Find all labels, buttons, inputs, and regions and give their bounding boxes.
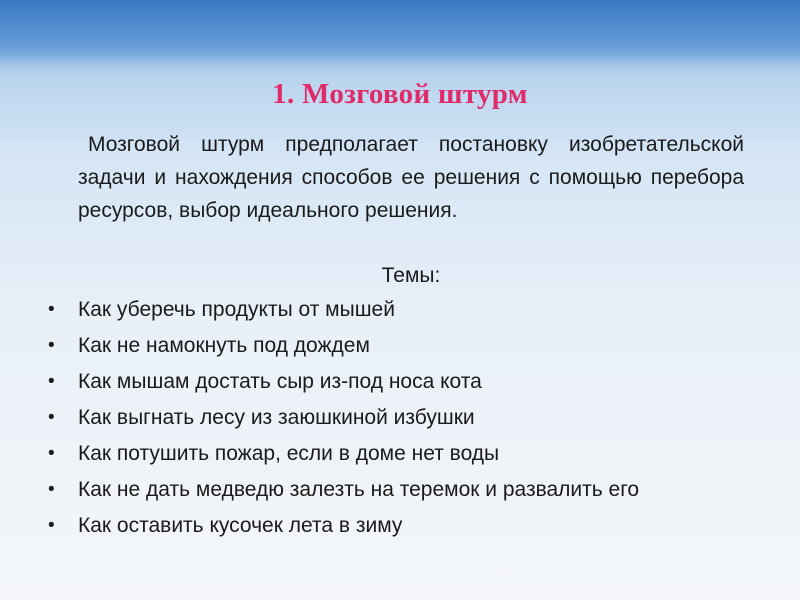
bullet-icon: • — [48, 407, 55, 428]
list-item — [0, 297, 754, 322]
bullet-icon: • — [48, 479, 55, 500]
list-item — [0, 513, 754, 538]
bullet-icon: • — [48, 335, 55, 356]
slide-title: 1. Мозговой штурм — [272, 78, 528, 110]
list-item-text: Как потушить пожар, если в доме нет воды — [78, 442, 500, 465]
topics-heading: Темы: — [381, 264, 441, 287]
list-item — [0, 369, 754, 394]
list-item-text: Как оставить кусочек лета в зиму — [78, 514, 403, 537]
bullet-icon: • — [48, 299, 55, 320]
list-item-text: Как не намокнуть под дождем — [78, 334, 370, 357]
bullet-icon: • — [48, 443, 55, 464]
list-item-text: Как уберечь продукты от мышей — [78, 298, 395, 321]
list-item — [0, 477, 754, 502]
intro-paragraph: Мозговой штурм предполагает постановку изобретательской задачи и нахождения способов ее решения с помощью перебора ресурсов, выбор идеального решения. — [78, 133, 744, 222]
list-item-text: Как выгнать лесу из заюшкиной избушки — [78, 406, 475, 429]
topic-list — [0, 297, 800, 549]
header-band — [0, 0, 800, 64]
list-item — [0, 405, 754, 430]
list-item-text: Как не дать медведю залезть на теремок и развалить его — [78, 478, 640, 501]
bullet-icon: • — [48, 515, 55, 536]
list-item-text: Как мышам достать сыр из-под носа кота — [78, 370, 482, 393]
bullet-icon: • — [48, 371, 55, 392]
list-item — [0, 441, 754, 466]
list-item — [0, 333, 754, 358]
